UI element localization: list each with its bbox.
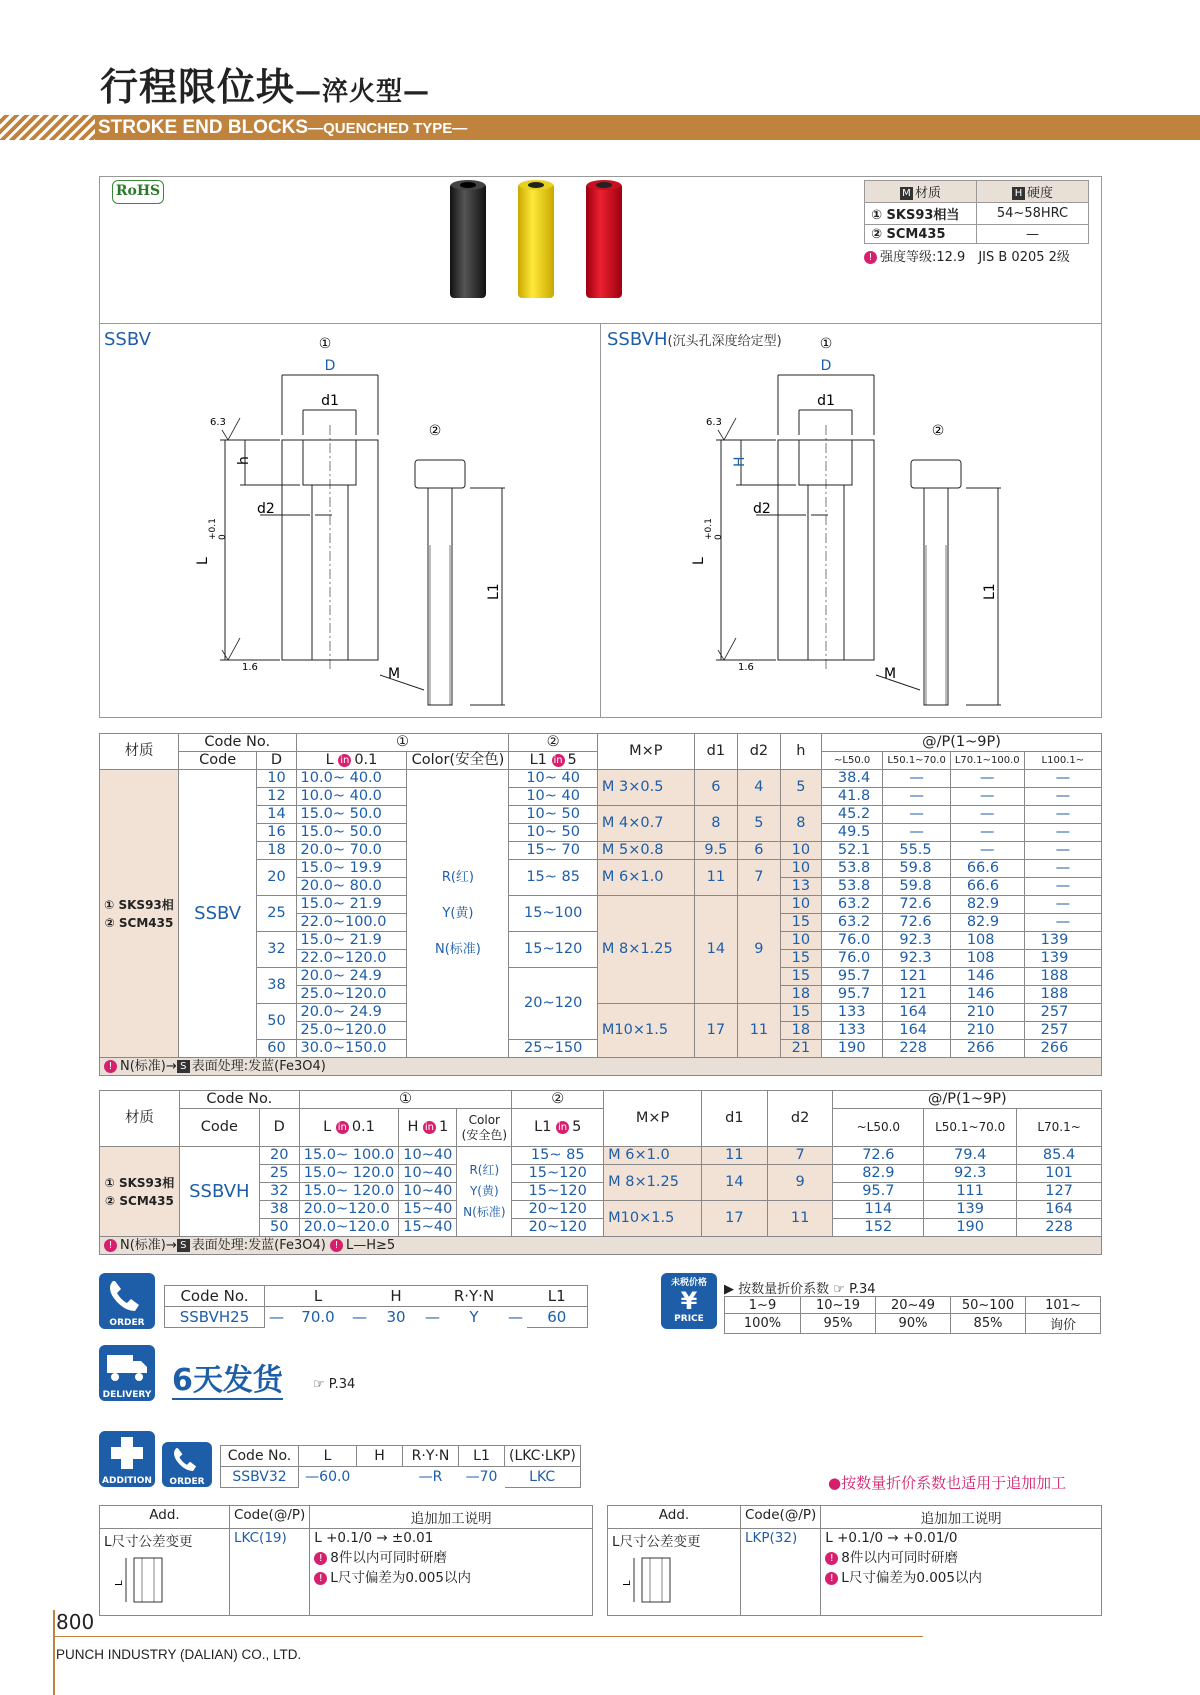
svg-text:M: M <box>388 666 401 682</box>
yellow-block <box>518 180 554 298</box>
english-title: STROKE END BLOCKS—QUENCHED TYPE— <box>98 117 468 138</box>
price-cell: — <box>950 824 1024 842</box>
l1-range-cell: 15~120 <box>509 932 598 968</box>
svg-text:0: 0 <box>218 534 228 540</box>
svg-text:d2: d2 <box>257 501 275 517</box>
price-cell: 59.8 <box>883 878 950 896</box>
mp-cell: M 6×1.0 <box>597 860 694 896</box>
price-cell: 72.6 <box>883 914 950 932</box>
price-cell: — <box>950 806 1024 824</box>
d2-cell: 6 <box>737 842 780 860</box>
price-cell: 188 <box>1024 986 1101 1004</box>
price-cell: — <box>1024 878 1101 896</box>
price-cell: — <box>1024 860 1101 878</box>
l-range-cell: 20.0~ 70.0 <box>296 842 407 860</box>
order-icon: ORDER <box>162 1442 212 1487</box>
d-cell: 18 <box>257 842 296 860</box>
svg-text:①: ① <box>318 336 332 352</box>
price-cell: 76.0 <box>821 932 882 950</box>
d1-cell: 17 <box>694 1004 737 1058</box>
svg-text:6.3: 6.3 <box>210 417 226 428</box>
h-cell: 18 <box>780 986 821 1004</box>
l-range-cell: 15.0~ 50.0 <box>296 824 407 842</box>
d1-cell: 14 <box>694 896 737 1004</box>
l-range-cell: 15.0~ 21.9 <box>296 932 407 950</box>
l-dimension-icon <box>612 1550 692 1610</box>
svg-text:d2: d2 <box>753 501 771 517</box>
price-title: ▶ 按数量折价系数 ☞ P.34 <box>724 1282 876 1297</box>
svg-text:1.6: 1.6 <box>242 662 258 673</box>
diagram-title-ssbvh: SSBVH(沉头孔深度给定型) <box>607 329 782 350</box>
price-cell: 146 <box>950 968 1024 986</box>
l-range-cell: 15.0~ 19.9 <box>296 860 407 878</box>
price-cell: 95.7 <box>821 986 882 1004</box>
price-cell: 53.8 <box>821 878 882 896</box>
svg-text:D: D <box>324 358 336 374</box>
addition-note: ●按数量折价系数也适用于追加加工 <box>828 1474 1067 1492</box>
l1-range-cell: 10~ 40 <box>509 788 598 806</box>
l-range-cell: 20.0~ 24.9 <box>296 1004 407 1022</box>
price-cell: 55.5 <box>883 842 950 860</box>
d-cell: 38 <box>257 968 296 1004</box>
product-photo <box>440 175 640 305</box>
d-cell: 25 <box>257 896 296 932</box>
price-cell: — <box>1024 842 1101 860</box>
d1-cell: 9.5 <box>694 842 737 860</box>
price-cell: 95.7 <box>821 968 882 986</box>
h-cell: 10 <box>780 860 821 878</box>
l-range-cell: 30.0~150.0 <box>296 1040 407 1058</box>
price-cell: 228 <box>883 1040 950 1058</box>
price-cell: 121 <box>883 986 950 1004</box>
order-icon: ORDER <box>99 1273 155 1329</box>
discount-table: 1~9 10~19 20~49 50~100 101~ 100% 95% 90% 85% 询价 <box>724 1296 1101 1334</box>
svg-text:D: D <box>820 358 832 374</box>
divider <box>100 323 1102 324</box>
h-cell: 18 <box>780 1022 821 1040</box>
l-range-cell: 20.0~ 80.0 <box>296 878 407 896</box>
color-options: R(红) Y(黄) N(标准) <box>407 770 509 1058</box>
l-range-cell: 22.0~100.0 <box>296 914 407 932</box>
mp-cell: M 5×0.8 <box>597 842 694 860</box>
ssbv-drawing <box>180 330 540 715</box>
price-cell: 266 <box>1024 1040 1101 1058</box>
price-cell: 52.1 <box>821 842 882 860</box>
order-example-table: Code No. L H R·Y·N L1 SSBVH25 — 70.0 — 30 — Y — 60 <box>164 1285 588 1328</box>
l-range-cell: 15.0~ 50.0 <box>296 806 407 824</box>
l-dimension-icon <box>104 1550 184 1610</box>
price-cell: — <box>883 770 950 788</box>
price-cell: 92.3 <box>883 932 950 950</box>
d2-cell: 9 <box>737 896 780 1004</box>
mp-cell: M10×1.5 <box>597 1004 694 1058</box>
price-cell: 188 <box>1024 968 1101 986</box>
h-cell: 15 <box>780 914 821 932</box>
table-row <box>100 770 1102 788</box>
svg-text:h: h <box>236 456 252 465</box>
svg-text:M: M <box>884 666 897 682</box>
price-cell: 63.2 <box>821 914 882 932</box>
price-cell: 210 <box>950 1022 1024 1040</box>
h-cell: 21 <box>780 1040 821 1058</box>
company-name: PUNCH INDUSTRY (DALIAN) CO., LTD. <box>56 1647 302 1662</box>
footer-rule <box>53 1610 55 1695</box>
price-cell: 257 <box>1024 1022 1101 1040</box>
add-table-lkp: Add. Code(@/P) 追加加工说明 L尺寸公差变更 L LKP(32) L +0.1/0 → +0.01/0 ! 8件以内可同时研磨 ! L尺寸偏差为0.005以内 <box>607 1505 1102 1616</box>
h-cell: 5 <box>780 770 821 806</box>
svg-text:L: L <box>622 1580 633 1586</box>
title-hatch <box>0 115 95 140</box>
strength-note: ! 强度等级:12.9 JIS B 0205 2级 <box>864 246 1070 265</box>
delivery-text: 6天发货 <box>172 1363 283 1398</box>
delivery-ref: ☞ P.34 <box>313 1377 356 1392</box>
color-options: R(红) Y(黄) N(标准) <box>457 1147 512 1237</box>
mp-cell: M 8×1.25 <box>597 896 694 1004</box>
d1-cell: 6 <box>694 770 737 806</box>
h-cell: 15 <box>780 1004 821 1022</box>
svg-text:②: ② <box>931 423 945 439</box>
price-cell: 139 <box>1024 950 1101 968</box>
l-range-cell: 25.0~120.0 <box>296 986 407 1004</box>
d-cell: 12 <box>257 788 296 806</box>
svg-text:L1: L1 <box>486 583 502 600</box>
l-range-cell: 10.0~ 40.0 <box>296 770 407 788</box>
addition-icon: ADDITION <box>99 1431 155 1487</box>
h-cell: 15 <box>780 950 821 968</box>
price-cell: 72.6 <box>883 896 950 914</box>
price-cell: 66.6 <box>950 878 1024 896</box>
mp-cell: M 3×0.5 <box>597 770 694 806</box>
svg-text:L1: L1 <box>982 583 998 600</box>
price-cell: 257 <box>1024 1004 1101 1022</box>
d2-cell: 7 <box>737 860 780 896</box>
h-cell: 15 <box>780 968 821 986</box>
add-table-lkc: Add. Code(@/P) 追加加工说明 L尺寸公差变更 L LKC(19) L +0.1/0 → ±0.01 ! 8件以内可同时研磨 ! L尺寸偏差为0.005以内 <box>99 1505 593 1616</box>
d1-cell: 8 <box>694 806 737 842</box>
mp-cell: M 4×0.7 <box>597 806 694 842</box>
price-cell: 108 <box>950 932 1024 950</box>
price-cell: — <box>1024 788 1101 806</box>
price-cell: 92.3 <box>883 950 950 968</box>
d2-cell: 5 <box>737 806 780 842</box>
d-cell: 20 <box>257 860 296 896</box>
price-icon: 未税价格 ¥ PRICE <box>661 1273 717 1329</box>
price-cell: 63.2 <box>821 896 882 914</box>
diagram-title-ssbv: SSBV <box>104 329 151 350</box>
ssbv-spec-table: 材质 Code No. ① ② M×P d1 d2 h @/P(1~9P) Code D L in 0.1 Color(安全色) L1 in 5 ~L50.0 L50.1~70.0 L70.1~100.0 L100.1~ ① SKS93相 ② SCM435 SSBV 10 10.0~ 40.0 R(红) Y(黄) N(标准) 10~ 40 M 3×0.5 6 4 5 38.4 — — — 12 10.0~ 40.0 10~ 40 41.8 — — — 14 15.0~ 50.0 10~ 50 M 4×0.7 8 5 8 45.2 — — — 16 15.0~ 50.0 10~ 50 49.5 — — — 18 20.0~ 70.0 15~ 70 M 5×0.8 9.5 6 10 52.1 55.5 — — 20 15.0~ 19.9 15~ 85 M 6×1.0 11 7 10 53.8 59.8 66.6 — 20.0~ 80.0 13 53.8 59.8 66.6 — 25 15.0~ 21.9 15~100 M 8×1.25 14 9 10 63.2 72.6 82.9 — 22.0~100.0 15 63.2 72.6 82.9 — 32 15.0~ 21.9 15~120 10 76.0 92.3 108 139 22.0~120.0 15 76.0 92.3 108 139 38 20.0~ 24.9 20~120 15 95.7 121 146 188 25.0~120.0 18 95.7 121 146 188 50 20.0~ 24.9 M10×1.5 17 11 15 133 164 210 257 25.0~120.0 18 133 164 210 257 60 30.0~150.0 25~150 21 190 228 266 266 ! N(标准)→ S 表面处理:发蓝(Fe3O4) <box>99 733 1102 1076</box>
price-cell: 66.6 <box>950 860 1024 878</box>
price-cell: 133 <box>821 1022 882 1040</box>
svg-text:②: ② <box>428 423 442 439</box>
l1-range-cell: 15~ 85 <box>509 860 598 896</box>
h-cell: 10 <box>780 842 821 860</box>
footer-rule <box>53 1636 923 1637</box>
price-cell: 146 <box>950 986 1024 1004</box>
l1-range-cell: 10~ 50 <box>509 806 598 824</box>
price-cell: 164 <box>883 1022 950 1040</box>
svg-text:+0.1: +0.1 <box>704 518 714 540</box>
material-table: M 材质 H 硬度 ① SKS93相当 54~58HRC ② SCM435 — <box>864 180 1089 244</box>
svg-text:L: L <box>195 557 211 565</box>
l1-range-cell: 15~100 <box>509 896 598 932</box>
l-range-cell: 22.0~120.0 <box>296 950 407 968</box>
price-cell: — <box>1024 824 1101 842</box>
price-cell: 266 <box>950 1040 1024 1058</box>
d-cell: 14 <box>257 806 296 824</box>
l1-range-cell: 20~120 <box>509 968 598 1040</box>
l-range-cell: 20.0~ 24.9 <box>296 968 407 986</box>
price-cell: 59.8 <box>883 860 950 878</box>
ssbvh-spec-table: 材质 Code No. ① ② M×P d1 d2 @/P(1~9P) Code D L in 0.1 H in 1 Color (安全色) L1 in 5 ~L50.0 L50.1~70.0 L70.1~ ① SKS93相 ② SCM435 SSBVH 20 15.0~ 100.0 10~40 R(红) Y(黄) N(标准) 15~ 85 M 6×1.0 11 7 72.6 79.4 85.4 25 15.0~ 120.0 10~40 15~120 M 8×1.25 14 9 82.9 92.3 101 32 15.0~ 120.0 10~40 15~120 95.7 111 127 38 20.0~120.0 15~40 20~120 M10×1.5 17 11 114 139 164 50 20.0~120.0 15~40 20~120 152 190 228 ! N(标准)→ S 表面处理:发蓝(Fe3O4) ! L—H≥5 <box>99 1090 1102 1255</box>
price-cell: 82.9 <box>950 896 1024 914</box>
l1-range-cell: 25~150 <box>509 1040 598 1058</box>
svg-text:0: 0 <box>714 534 724 540</box>
price-cell: — <box>1024 896 1101 914</box>
d2-cell: 4 <box>737 770 780 806</box>
svg-text:+0.1: +0.1 <box>208 518 218 540</box>
l-range-cell: 10.0~ 40.0 <box>296 788 407 806</box>
addition-example-table: Code No. L H R·Y·N L1 (LKC·LKP) SSBV32 —60.0 —R —70 LKC <box>220 1445 581 1488</box>
rohs-badge: RoHS <box>112 180 164 204</box>
price-cell: 164 <box>883 1004 950 1022</box>
price-cell: — <box>950 770 1024 788</box>
l-range-cell: 15.0~ 21.9 <box>296 896 407 914</box>
price-cell: 190 <box>821 1040 882 1058</box>
svg-text:6.3: 6.3 <box>706 417 722 428</box>
price-cell: 82.9 <box>950 914 1024 932</box>
svg-text:1.6: 1.6 <box>738 662 754 673</box>
svg-text:L: L <box>114 1580 125 1586</box>
svg-text:H: H <box>732 456 748 467</box>
price-cell: — <box>883 806 950 824</box>
d2-cell: 11 <box>737 1004 780 1058</box>
d-cell: 50 <box>257 1004 296 1040</box>
svg-text:d1: d1 <box>817 393 835 409</box>
price-cell: — <box>883 788 950 806</box>
d-cell: 60 <box>257 1040 296 1058</box>
h-cell: 8 <box>780 806 821 842</box>
price-cell: 121 <box>883 968 950 986</box>
d-cell: 32 <box>257 932 296 968</box>
price-cell: 210 <box>950 1004 1024 1022</box>
ssbvh-drawing <box>678 330 1038 715</box>
d1-cell: 11 <box>694 860 737 896</box>
delivery-icon: DELIVERY <box>99 1345 155 1401</box>
price-cell: 41.8 <box>821 788 882 806</box>
d-cell: 10 <box>257 770 296 788</box>
l1-range-cell: 10~ 50 <box>509 824 598 842</box>
price-cell: 76.0 <box>821 950 882 968</box>
l1-range-cell: 10~ 40 <box>509 770 598 788</box>
price-cell: — <box>1024 914 1101 932</box>
price-cell: 53.8 <box>821 860 882 878</box>
price-cell: 45.2 <box>821 806 882 824</box>
price-cell: — <box>950 788 1024 806</box>
price-cell: 108 <box>950 950 1024 968</box>
code-cell: SSBV <box>178 770 256 1058</box>
l-range-cell: 25.0~120.0 <box>296 1022 407 1040</box>
page-title: 行程限位块—淬火型— <box>100 65 431 109</box>
red-block <box>586 180 622 298</box>
black-block <box>450 180 486 298</box>
h-cell: 10 <box>780 932 821 950</box>
price-cell: 133 <box>821 1004 882 1022</box>
svg-text:d1: d1 <box>321 393 339 409</box>
h-cell: 13 <box>780 878 821 896</box>
material-cell: ① SKS93相 ② SCM435 <box>100 770 179 1058</box>
price-cell: — <box>950 842 1024 860</box>
price-cell: — <box>1024 806 1101 824</box>
price-cell: 38.4 <box>821 770 882 788</box>
h-cell: 10 <box>780 896 821 914</box>
price-cell: — <box>1024 770 1101 788</box>
svg-text:①: ① <box>819 336 833 352</box>
price-cell: 139 <box>1024 932 1101 950</box>
l1-range-cell: 15~ 70 <box>509 842 598 860</box>
divider <box>600 324 601 718</box>
price-cell: — <box>883 824 950 842</box>
page-number: 800 <box>56 1610 95 1634</box>
svg-text:L: L <box>691 557 707 565</box>
d-cell: 16 <box>257 824 296 842</box>
price-cell: 49.5 <box>821 824 882 842</box>
